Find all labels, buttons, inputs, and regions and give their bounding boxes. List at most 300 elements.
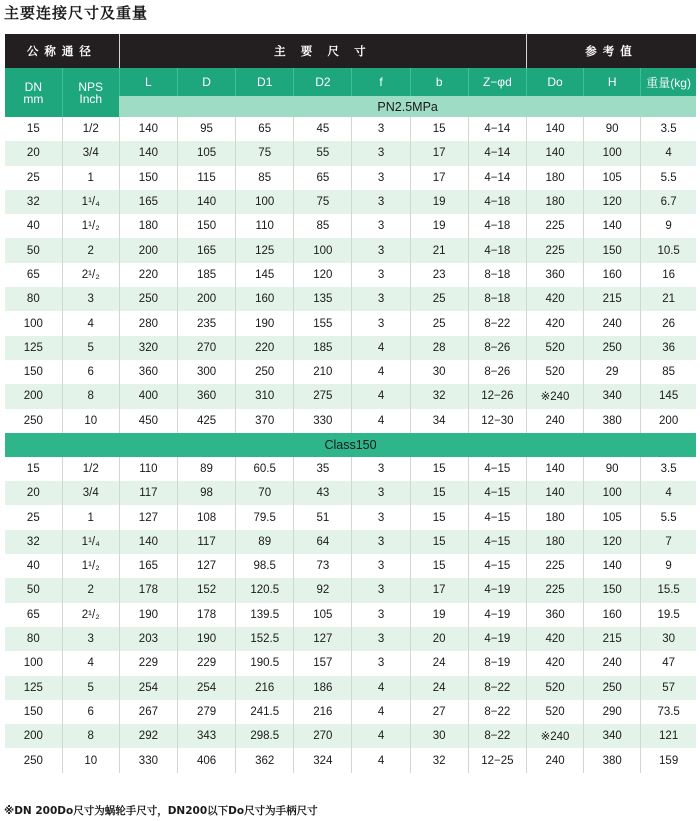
table-cell: 250: [5, 748, 62, 772]
table-cell: 4: [352, 336, 410, 360]
table-cell: 200: [177, 287, 235, 311]
table-cell: 3: [62, 287, 119, 311]
table-cell: 120: [294, 263, 352, 287]
table-cell: 3.5: [641, 117, 696, 141]
table-cell: 215: [584, 627, 641, 651]
table-cell: 165: [119, 190, 177, 214]
table-cell: 90: [584, 117, 641, 141]
table-cell: 40: [5, 554, 62, 578]
table-cell: 3: [352, 578, 410, 602]
table-cell: 160: [584, 603, 641, 627]
table-cell: 85: [641, 360, 696, 384]
table-row: [5, 263, 696, 287]
table-cell: 520: [526, 700, 583, 724]
header-dn: [5, 68, 62, 117]
table-cell: 267: [119, 700, 177, 724]
table-cell: 20: [410, 627, 468, 651]
header-col-b: b: [410, 68, 468, 96]
header-col-l: L: [119, 68, 177, 96]
table-cell: 3: [352, 263, 410, 287]
table-cell: 145: [236, 263, 294, 287]
table-cell: 24: [410, 676, 468, 700]
table-cell: 80: [5, 627, 62, 651]
table-cell: 73.5: [641, 700, 696, 724]
table-cell: 98: [177, 481, 235, 505]
table-cell: 4−15: [468, 505, 526, 529]
table-cell: 180: [526, 530, 583, 554]
table-cell: 8: [62, 724, 119, 748]
table-cell: 298.5: [236, 724, 294, 748]
table-cell: 3: [352, 457, 410, 481]
table-cell: 73: [294, 554, 352, 578]
header-col-f: f: [352, 68, 410, 96]
header-col-d1: D1: [236, 68, 294, 96]
dimensions-table: [5, 34, 696, 773]
table-cell: 1/2: [62, 457, 119, 481]
table-cell: 140: [584, 554, 641, 578]
table-cell: 4: [352, 724, 410, 748]
table-cell: 215: [584, 287, 641, 311]
table-cell: 362: [236, 748, 294, 772]
table-cell: 10: [62, 748, 119, 772]
table-cell: 15: [410, 457, 468, 481]
table-cell: 50: [5, 578, 62, 602]
table-cell: 90: [584, 457, 641, 481]
table-cell: 3: [352, 481, 410, 505]
table-cell: 32: [5, 530, 62, 554]
table-cell: 15: [410, 481, 468, 505]
table-cell: 140: [526, 141, 583, 165]
section-label-pn: PN2.5MPa: [119, 96, 696, 117]
table-cell: 4: [641, 141, 696, 165]
table-cell: 32: [5, 190, 62, 214]
table-cell: 45: [294, 117, 352, 141]
table-cell: 8: [62, 384, 119, 408]
table-cell: 520: [526, 336, 583, 360]
table-cell: 240: [526, 409, 583, 433]
table-cell: 15: [410, 505, 468, 529]
table-cell: 57: [641, 676, 696, 700]
table-cell: 120: [584, 190, 641, 214]
table-cell: 47: [641, 651, 696, 675]
table-cell: 8−22: [468, 700, 526, 724]
table-cell: 55: [294, 141, 352, 165]
table-row: [5, 360, 696, 384]
table-cell: 3/4: [62, 481, 119, 505]
table-row: [5, 336, 696, 360]
table-cell: 520: [526, 676, 583, 700]
table-cell: 150: [5, 700, 62, 724]
table-cell: 20: [5, 141, 62, 165]
table-cell: 165: [177, 238, 235, 262]
table-cell: 2¹/₂: [62, 263, 119, 287]
table-cell: 343: [177, 724, 235, 748]
table-cell: 75: [236, 141, 294, 165]
table-cell: 27: [410, 700, 468, 724]
table-cell: 4−19: [468, 627, 526, 651]
table-cell: 4−15: [468, 457, 526, 481]
table-cell: 330: [294, 409, 352, 433]
table-cell: 40: [5, 214, 62, 238]
pn-section-body: [5, 117, 696, 433]
table-cell: 30: [410, 360, 468, 384]
table-cell: 3: [352, 311, 410, 335]
table-cell: 8−26: [468, 336, 526, 360]
table-cell: 145: [641, 384, 696, 408]
table-cell: 3: [352, 505, 410, 529]
table-cell: 3/4: [62, 141, 119, 165]
table-cell: 280: [119, 311, 177, 335]
table-cell: 115: [177, 166, 235, 190]
table-cell: 105: [294, 603, 352, 627]
table-row: [5, 603, 696, 627]
table-cell: 1¹/₂: [62, 554, 119, 578]
header-group-main: 主 要 尺 寸: [119, 34, 526, 68]
section-label-class: Class150: [5, 433, 696, 457]
table-cell: 117: [119, 481, 177, 505]
table-cell: 270: [177, 336, 235, 360]
table-cell: 34: [410, 409, 468, 433]
table-cell: 2: [62, 238, 119, 262]
table-cell: 60.5: [236, 457, 294, 481]
table-cell: 15: [410, 554, 468, 578]
table-cell: 6: [62, 360, 119, 384]
table-cell: 117: [177, 530, 235, 554]
table-cell: 64: [294, 530, 352, 554]
table-cell: 210: [294, 360, 352, 384]
table-cell: 92: [294, 578, 352, 602]
table-cell: 4−14: [468, 117, 526, 141]
table-cell: 4: [641, 481, 696, 505]
table-cell: 3: [352, 117, 410, 141]
table-cell: 7: [641, 530, 696, 554]
table-cell: 160: [236, 287, 294, 311]
table-cell: 180: [526, 190, 583, 214]
table-cell: 100: [236, 190, 294, 214]
table-cell: 4: [352, 676, 410, 700]
table-cell: 159: [641, 748, 696, 772]
table-row: [5, 651, 696, 675]
table-cell: 200: [5, 724, 62, 748]
table-cell: 292: [119, 724, 177, 748]
table-cell: 30: [641, 627, 696, 651]
table-cell: 320: [119, 336, 177, 360]
table-cell: 4−18: [468, 238, 526, 262]
table-cell: 36: [641, 336, 696, 360]
table-cell: 340: [584, 384, 641, 408]
table-cell: 4: [352, 748, 410, 772]
table-cell: 3.5: [641, 457, 696, 481]
table-cell: 15: [5, 457, 62, 481]
table-cell: 17: [410, 578, 468, 602]
table-cell: 229: [119, 651, 177, 675]
table-cell: 19: [410, 603, 468, 627]
table-cell: 4: [62, 311, 119, 335]
table-cell: 225: [526, 554, 583, 578]
table-cell: 80: [5, 287, 62, 311]
table-cell: 152: [177, 578, 235, 602]
table-cell: 3: [352, 238, 410, 262]
table-cell: 4−18: [468, 214, 526, 238]
table-cell: 140: [119, 141, 177, 165]
table-cell: 3: [352, 214, 410, 238]
footnote: ※DN 200Do尺寸为蜗轮手尺寸，DN200以下Do尺寸为手柄尺寸: [4, 805, 318, 817]
table-cell: 420: [526, 627, 583, 651]
table-cell: 19.5: [641, 603, 696, 627]
table-cell: 4−14: [468, 166, 526, 190]
table-cell: 360: [177, 384, 235, 408]
table-cell: 240: [526, 748, 583, 772]
table-cell: 4: [352, 700, 410, 724]
table-cell: 100: [5, 311, 62, 335]
table-cell: 15: [410, 530, 468, 554]
table-cell: 240: [584, 311, 641, 335]
table-cell: 15: [410, 117, 468, 141]
table-cell: 19: [410, 190, 468, 214]
header-col-h: H: [584, 68, 641, 96]
header-col-d2: D2: [294, 68, 352, 96]
table-cell: 125: [5, 676, 62, 700]
table-cell: 140: [526, 117, 583, 141]
table-cell: 135: [294, 287, 352, 311]
table-cell: 5: [62, 336, 119, 360]
table-cell: 50: [5, 238, 62, 262]
table-cell: 140: [584, 214, 641, 238]
table-cell: 190: [177, 627, 235, 651]
header-dn-label: DN: [24, 79, 42, 94]
table-cell: 121: [641, 724, 696, 748]
table-cell: 279: [177, 700, 235, 724]
table-cell: 65: [5, 603, 62, 627]
table-cell: 100: [5, 651, 62, 675]
table-row: [5, 700, 696, 724]
table-row: [5, 627, 696, 651]
table-cell: 250: [584, 676, 641, 700]
table-cell: 100: [294, 238, 352, 262]
table-cell: 140: [526, 457, 583, 481]
table-cell: 79.5: [236, 505, 294, 529]
table-cell: 26: [641, 311, 696, 335]
table-cell: 3: [352, 141, 410, 165]
table-cell: 220: [119, 263, 177, 287]
table-cell: 1¹/₄: [62, 190, 119, 214]
table-cell: 105: [177, 141, 235, 165]
table-cell: 160: [584, 263, 641, 287]
table-row: [5, 384, 696, 408]
table-cell: 150: [584, 578, 641, 602]
table-cell: 105: [584, 166, 641, 190]
table-cell: 1/2: [62, 117, 119, 141]
table-cell: 200: [641, 409, 696, 433]
table-cell: 360: [526, 603, 583, 627]
table-cell: 3: [352, 166, 410, 190]
table-cell: 8−22: [468, 676, 526, 700]
table-cell: 3: [62, 627, 119, 651]
table-cell: 5: [62, 676, 119, 700]
table-cell: 3: [352, 627, 410, 651]
table-row: [5, 676, 696, 700]
table-cell: 120: [584, 530, 641, 554]
table-cell: 25: [410, 311, 468, 335]
header-col-do: Do: [526, 68, 583, 96]
table-cell: 250: [236, 360, 294, 384]
table-cell: 250: [119, 287, 177, 311]
table-cell: 250: [584, 336, 641, 360]
table-cell: 216: [294, 700, 352, 724]
table-cell: 4: [62, 651, 119, 675]
table-cell: 380: [584, 748, 641, 772]
table-cell: 324: [294, 748, 352, 772]
table-row: [5, 214, 696, 238]
table-cell: 65: [294, 166, 352, 190]
table-cell: 155: [294, 311, 352, 335]
table-cell: 3: [352, 530, 410, 554]
table-cell: 1¹/₄: [62, 530, 119, 554]
table-cell: 5.5: [641, 505, 696, 529]
table-cell: 24: [410, 651, 468, 675]
table-cell: 360: [119, 360, 177, 384]
table-row: [5, 481, 696, 505]
header-group-nominal: 公称通径: [5, 34, 119, 68]
page-title: 主要连接尺寸及重量: [4, 4, 149, 22]
table-cell: 127: [177, 554, 235, 578]
table-row: [5, 311, 696, 335]
table-cell: 85: [236, 166, 294, 190]
table-cell: 43: [294, 481, 352, 505]
table-cell: 23: [410, 263, 468, 287]
table-cell: 180: [526, 505, 583, 529]
table-cell: 17: [410, 166, 468, 190]
table-cell: 85: [294, 214, 352, 238]
table-cell: 520: [526, 360, 583, 384]
table-cell: 4−15: [468, 481, 526, 505]
table-cell: 1: [62, 166, 119, 190]
table-row: [5, 505, 696, 529]
table-cell: 15: [5, 117, 62, 141]
table-cell: 75: [294, 190, 352, 214]
table-cell: 100: [584, 141, 641, 165]
table-cell: 178: [119, 578, 177, 602]
table-cell: 127: [294, 627, 352, 651]
table-cell: 120.5: [236, 578, 294, 602]
table-cell: 12−26: [468, 384, 526, 408]
table-cell: 3: [352, 651, 410, 675]
table-cell: 300: [177, 360, 235, 384]
table-cell: 28: [410, 336, 468, 360]
table-row: [5, 457, 696, 481]
table-cell: 310: [236, 384, 294, 408]
table-cell: 2¹/₂: [62, 603, 119, 627]
table-cell: 420: [526, 311, 583, 335]
table-cell: 3: [352, 287, 410, 311]
table-cell: 150: [177, 214, 235, 238]
table-cell: 3: [352, 603, 410, 627]
table-cell: 12−30: [468, 409, 526, 433]
table-cell: 152.5: [236, 627, 294, 651]
table-cell: 250: [5, 409, 62, 433]
table-cell: 178: [177, 603, 235, 627]
table-cell: 225: [526, 214, 583, 238]
table-cell: 6.7: [641, 190, 696, 214]
table-cell: 6: [62, 700, 119, 724]
table-cell: 4: [352, 409, 410, 433]
table-cell: 139.5: [236, 603, 294, 627]
table-cell: 229: [177, 651, 235, 675]
table-row: [5, 554, 696, 578]
table-cell: 30: [410, 724, 468, 748]
table-row: [5, 287, 696, 311]
table-cell: 150: [5, 360, 62, 384]
table-cell: 140: [119, 117, 177, 141]
table-cell: 190.5: [236, 651, 294, 675]
table-cell: 95: [177, 117, 235, 141]
table-cell: 425: [177, 409, 235, 433]
table-cell: 125: [5, 336, 62, 360]
table-cell: 98.5: [236, 554, 294, 578]
table-cell: 190: [119, 603, 177, 627]
table-cell: 110: [236, 214, 294, 238]
table-cell: 70: [236, 481, 294, 505]
table-cell: 157: [294, 651, 352, 675]
table-cell: 241.5: [236, 700, 294, 724]
table-cell: 100: [584, 481, 641, 505]
table-cell: 65: [236, 117, 294, 141]
table-cell: 127: [119, 505, 177, 529]
table-cell: 180: [526, 166, 583, 190]
table-cell: 290: [584, 700, 641, 724]
table-cell: 20: [5, 481, 62, 505]
table-cell: 185: [294, 336, 352, 360]
table-cell: 8−22: [468, 724, 526, 748]
table-cell: 4−18: [468, 190, 526, 214]
table-cell: 10: [62, 409, 119, 433]
table-cell: 15.5: [641, 578, 696, 602]
table-cell: 32: [410, 748, 468, 772]
table-cell: 125: [236, 238, 294, 262]
table-cell: 340: [584, 724, 641, 748]
table-cell: 186: [294, 676, 352, 700]
table-cell: 3: [352, 190, 410, 214]
table-cell: 4: [352, 360, 410, 384]
table-row: [5, 166, 696, 190]
table-cell: 32: [410, 384, 468, 408]
table-cell: 330: [119, 748, 177, 772]
table-cell: 275: [294, 384, 352, 408]
table-cell: 216: [236, 676, 294, 700]
table-cell: 89: [177, 457, 235, 481]
table-cell: 200: [5, 384, 62, 408]
table-cell: 225: [526, 578, 583, 602]
table-cell: 165: [119, 554, 177, 578]
table-cell: 406: [177, 748, 235, 772]
table-cell: 51: [294, 505, 352, 529]
table-cell: 35: [294, 457, 352, 481]
table-cell: 9: [641, 214, 696, 238]
table-cell: 450: [119, 409, 177, 433]
header-col-d: D: [177, 68, 235, 96]
header-col-z: Z−φd: [468, 68, 526, 96]
table-cell: 9: [641, 554, 696, 578]
table-cell: 370: [236, 409, 294, 433]
table-cell: 110: [119, 457, 177, 481]
header-col-weight: 重量(kg): [641, 68, 696, 96]
table-cell: 4−19: [468, 603, 526, 627]
table-cell: 89: [236, 530, 294, 554]
table-cell: 2: [62, 578, 119, 602]
header-dn-unit: mm: [23, 91, 44, 106]
table-cell: ※240: [526, 724, 583, 748]
table-row: [5, 238, 696, 262]
